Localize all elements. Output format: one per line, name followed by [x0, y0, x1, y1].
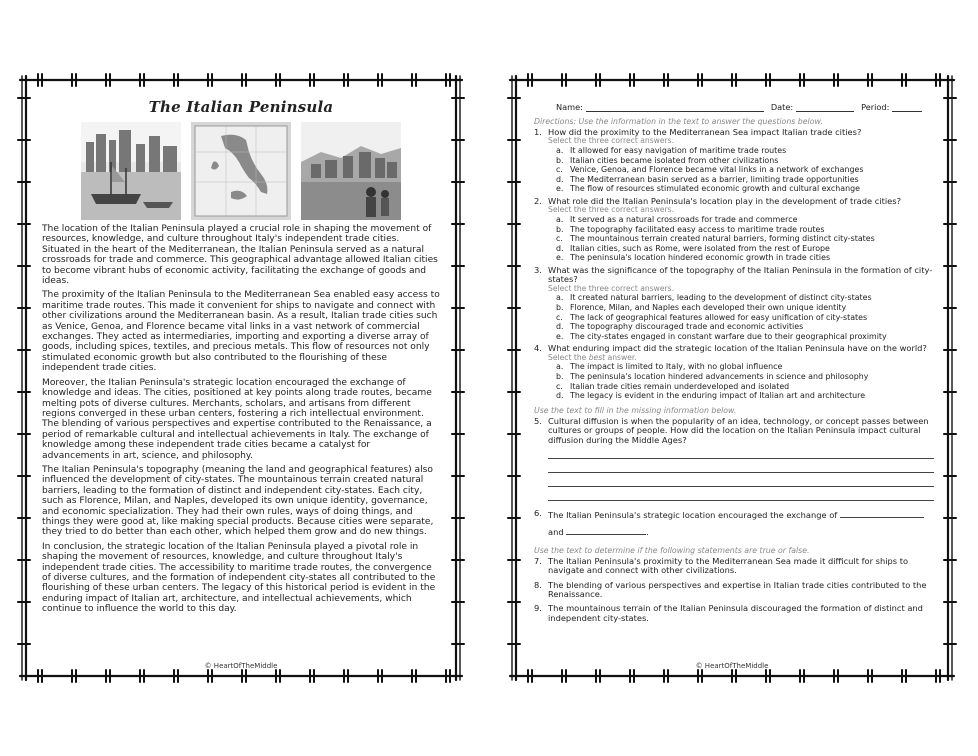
- answer-option[interactable]: c. Italian trade cities remain underdeveloped and isolated: [556, 381, 790, 391]
- paragraph-1: The location of the Italian Peninsula played a crucial role in shaping the movement of resources, knowledge, and culture throughout Italy's independent trade cities. Situated in the heart of the Mediterranean, the Italian Peninsula served as a natural crossroads for trade and commerce. This geographical advantage allowed Italian cities to become vibrant hubs of economic activity, facilitating the exchange of goods and ideas.: [42, 224, 438, 287]
- paragraph-3: Moreover, the Italian Peninsula's strategic location encouraged the exchange of knowledge and ideas. The cities, positioned at key points along trade routes, became melting pots of diverse cultures. Merchants, scholars, and artisans from different regions converged in these urban centers, fostering a rich intellectual environment. The blending of various perspectives and expertise contributed to the Renaissance, a period of remarkable cultural and intellectual achievements in Italy. The exchange of knowledge among these independent trade cities became a catalyst for advancements in art, science, and philosophy.: [42, 377, 432, 461]
- and-label: and: [548, 527, 564, 538]
- period-field[interactable]: [892, 103, 922, 112]
- directions-fill-in: Use the text to fill in the missing information below.: [534, 405, 737, 415]
- question-8: 8. The blending of various perspectives and expertise in Italian trade cities contributed to the Renaissance.: [534, 579, 927, 599]
- question-number: 3.: [534, 264, 542, 275]
- copyright-text: © HeartOfTheMiddle: [695, 662, 769, 670]
- date-field[interactable]: [796, 103, 854, 112]
- answer-line[interactable]: [548, 445, 934, 459]
- question-instruction: Select the best answer.: [548, 352, 637, 362]
- answer-line[interactable]: [548, 487, 934, 501]
- answer-option[interactable]: c. Venice, Genoa, and Florence became vital links in a network of exchanges: [556, 165, 864, 175]
- question-2: [534, 197, 934, 263]
- answer-option[interactable]: e. The city-states engaged in constant warfare due to their geographical proximity: [556, 331, 887, 341]
- question-instruction: Select the three correct answers.: [548, 283, 675, 293]
- answer-line[interactable]: [548, 473, 934, 487]
- worksheet-page: [506, 72, 958, 684]
- reading-page: [16, 72, 466, 684]
- answer-option[interactable]: a. The impact is limited to Italy, with no global influence: [556, 362, 783, 372]
- paragraph-4: The Italian Peninsula's topography (meaning the land and geographical features) also influenced the development of city-states. The mountainous terrain created natural barriers, leading to the formation of distinct and independent city-states. Each city, such as Florence, Milan, and Naples, developed its own unique identity, governance, and economic specialization. They had their own rules, ways of doing things, and things they were good at, like making special products. Because cities were separate, they tried to do better than each other, which helped them grow and do new things.: [42, 464, 434, 538]
- question-text: What enduring impact did the strategic location of the Italian Peninsula have on the world?: [548, 343, 927, 354]
- answer-option[interactable]: d. The topography discouraged trade and economic activities: [556, 322, 804, 332]
- answer-option[interactable]: d. Italian cities, such as Rome, were isolated from the rest of Europe: [556, 243, 830, 253]
- answer-option[interactable]: b. The topography facilitated easy access to maritime trade routes: [556, 224, 825, 234]
- answer-option[interactable]: c. The mountainous terrain created natural barriers, forming distinct city-states: [556, 234, 875, 244]
- paragraph-2: The proximity of the Italian Peninsula to the Mediterranean Sea enabled easy access to maritime trade routes. This made it convenient for ships to navigate and connect with other civilizations around the Mediterranean basin. As a result, Italian trade cities such as Venice, Genoa, and Florence became vital links in a vast network of commercial exchanges. They acted as intermediaries, importing and exporting a diverse array of goods, including spices, textiles, and precious metals. This flow of resources not only stimulated economic growth but also contributed to the flourishing of these independent trade cities.: [42, 290, 440, 374]
- question-number: 1.: [534, 127, 542, 137]
- student-info-line: [556, 102, 922, 112]
- hillside-town-image: [301, 122, 401, 220]
- question-6: 6. The Italian Peninsula's strategic location encouraged the exchange of and .: [534, 509, 934, 538]
- answer-option[interactable]: a. It served as a natural crossroads for trade and commerce: [556, 214, 798, 224]
- question-text: The Italian Peninsula's strategic location encouraged the exchange of: [548, 509, 838, 520]
- directions-true-false: Use the text to determine if the following statements are true or false.: [534, 545, 810, 555]
- answer-option[interactable]: a. It created natural barriers, leading to the development of distinct city-states: [556, 293, 872, 303]
- fill-in-blank[interactable]: [566, 526, 646, 535]
- name-label: Name:: [556, 102, 583, 112]
- question-instruction: Select the three correct answers.: [548, 205, 675, 215]
- image-strip: [42, 122, 440, 220]
- answer-line[interactable]: [548, 459, 934, 473]
- venice-harbor-image: [81, 122, 181, 220]
- question-text: What was the significance of the topography of the Italian Peninsula in the formation of city-states?: [548, 264, 933, 285]
- question-text: How did the proximity to the Mediterranean Sea impact Italian trade cities?: [548, 127, 862, 137]
- question-4: [534, 344, 934, 400]
- fill-in-blank[interactable]: [840, 509, 924, 518]
- question-1: [534, 128, 934, 194]
- question-9: 9. The mountainous terrain of the Italian Peninsula discouraged the formation of distinct and independent city-states.: [534, 603, 923, 623]
- question-number: 4.: [534, 343, 542, 354]
- answer-option[interactable]: e. The flow of resources stimulated economic growth and cultural exchange: [556, 184, 860, 194]
- paragraph-5: In conclusion, the strategic location of the Italian Peninsula played a pivotal role in shaping the movement of resources, knowledge, and culture throughout Italy's independent trade cities. The accessibility to maritime trade routes, the convergence of diverse cultures, and the formation of independent city-states all contributed to the flourishing of these urban centers. The legacy of this historical period is evident in the enduring impact of Italian art, architecture, and intellectual achievements, which continue to influence the world to this day.: [42, 541, 436, 615]
- answer-option[interactable]: b. Florence, Milan, and Naples each developed their own unique identity: [556, 302, 847, 312]
- question-text: What role did the Italian Peninsula's location play in the development of trade cities?: [548, 195, 901, 206]
- question-5: [534, 417, 934, 501]
- question-number: 6.: [534, 507, 542, 518]
- copyright-text: © HeartOfTheMiddle: [204, 662, 278, 670]
- answer-option[interactable]: e. The peninsula's location hindered economic growth in trade cities: [556, 253, 831, 263]
- answer-option[interactable]: a. It allowed for easy navigation of maritime trade routes: [556, 146, 787, 155]
- answer-option[interactable]: d. The Mediterranean basin served as a barrier, limiting trade opportunities: [556, 174, 859, 184]
- question-7: 7. The Italian Peninsula's proximity to the Mediterranean Sea made it difficult for ships to navigate and connect with other civilizations.: [534, 555, 909, 576]
- question-3: [534, 266, 934, 341]
- period-label: Period:: [861, 102, 890, 112]
- answer-option[interactable]: b. Italian cities became isolated from other civilizations: [556, 155, 779, 165]
- question-number: 2.: [534, 195, 542, 206]
- answer-option[interactable]: d. The legacy is evident in the enduring impact of Italian art and architecture: [556, 391, 866, 401]
- question-text: Cultural diffusion is when the popularity of an idea, technology, or concept passes between cultures or groups of people. How did the location on the Italian Peninsula impact cultural diffusion during the Middle Ages?: [548, 415, 929, 445]
- page-title: The Italian Peninsula: [148, 98, 334, 116]
- question-number: 5.: [534, 415, 542, 426]
- date-label: Date:: [770, 102, 794, 112]
- question-instruction: Select the three correct answers.: [548, 136, 675, 146]
- italy-map-image: [191, 122, 291, 220]
- answer-option[interactable]: b. The peninsula's location hindered advancements in science and philosophy: [556, 371, 869, 381]
- answer-option[interactable]: c. The lack of geographical features allowed for easy unification of city-states: [556, 312, 868, 322]
- directions-multiple-choice: Directions: Use the information in the text to answer the questions below.: [534, 117, 823, 126]
- name-field[interactable]: [586, 103, 764, 112]
